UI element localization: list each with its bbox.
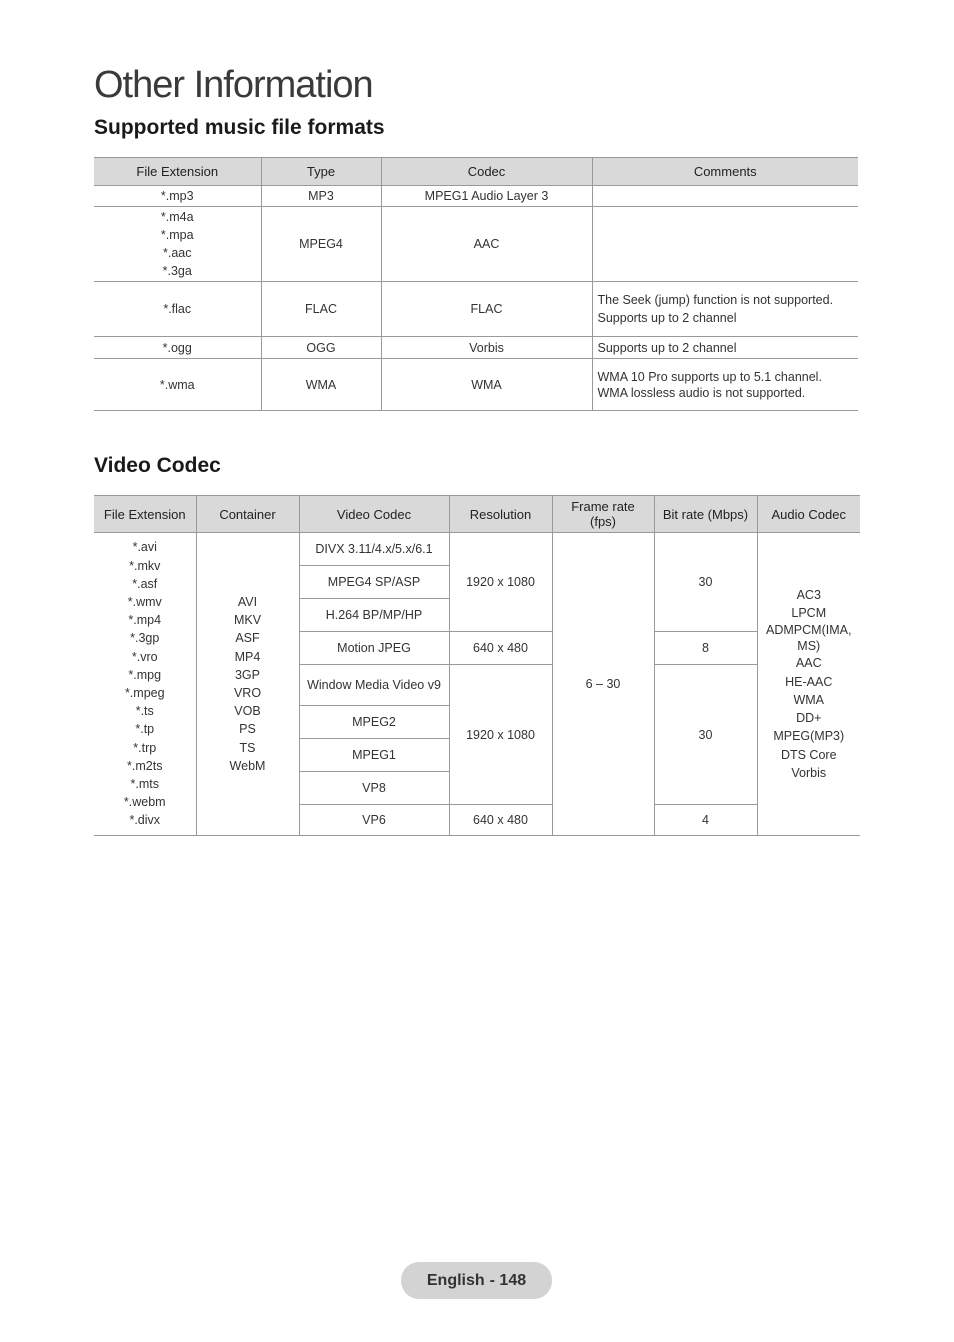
audio-codec-list	[757, 533, 860, 836]
music-formats-table	[94, 157, 858, 411]
cell-codec: MPEG1 Audio Layer 3	[381, 186, 592, 207]
header-resolution: Resolution	[449, 496, 552, 533]
video-codec-cell: VP8	[299, 772, 449, 805]
cell-comments	[592, 186, 858, 207]
header-container: Container	[196, 496, 299, 533]
audio-codec-item: WMA	[793, 692, 825, 707]
cell-type: WMA	[261, 359, 381, 411]
extension-item: *.wmv	[127, 594, 162, 609]
cell-comments: Supports up to 2 channel	[592, 337, 858, 359]
cell-extension: *.ogg	[94, 337, 261, 359]
bit-rate-cell: 30	[654, 533, 757, 632]
cell-type: MPEG4	[261, 207, 381, 282]
cell-codec: WMA	[381, 359, 592, 411]
table-row	[94, 337, 858, 359]
cell-extension	[94, 207, 261, 282]
header-codec: Codec	[381, 158, 592, 186]
video-codec-cell: MPEG4 SP/ASP	[299, 566, 449, 599]
extension-item: *.3gp	[130, 631, 160, 646]
extension-item: *.mpa	[160, 228, 194, 242]
resolution-cell: 1920 x 1080	[449, 665, 552, 805]
extension-item: *.mpeg	[124, 686, 165, 700]
cell-type: MP3	[261, 186, 381, 207]
cell-type: OGG	[261, 337, 381, 359]
cell-type: FLAC	[261, 282, 381, 337]
container-list	[196, 533, 299, 836]
comment-line: The Seek (jump) function is not supported.	[597, 293, 834, 307]
cell-codec: AAC	[381, 207, 592, 282]
extension-item: *.divx	[129, 813, 161, 828]
header-video-codec: Video Codec	[299, 496, 449, 533]
audio-codec-item: Vorbis	[791, 765, 827, 780]
extension-item: *.mkv	[129, 558, 161, 573]
cell-codec: Vorbis	[381, 337, 592, 359]
extension-item: *.trp	[133, 740, 157, 755]
table-row	[94, 359, 858, 411]
audio-codec-item: AC3	[796, 588, 821, 603]
container-item: WebM	[229, 758, 266, 773]
extension-item: *.aac	[163, 246, 192, 260]
extension-item: *.webm	[123, 795, 166, 810]
resolution-cell: 640 x 480	[449, 805, 552, 836]
bit-rate-cell: 4	[654, 805, 757, 836]
header-file-extension: File Extension	[94, 158, 261, 186]
bit-rate-cell: 30	[654, 665, 757, 805]
container-item: MP4	[234, 649, 261, 664]
header-type: Type	[261, 158, 381, 186]
audio-codec-item: DD+	[796, 711, 822, 726]
comment-line: WMA 10 Pro supports up to 5.1 channel.	[597, 369, 822, 384]
resolution-cell: 1920 x 1080	[449, 533, 552, 632]
video-codec-cell: Window Media Video v9	[299, 665, 449, 706]
extension-item: *.m4a	[160, 210, 194, 224]
cell-extension: *.mp3	[94, 186, 261, 207]
header-file-extension: File Extension	[94, 496, 196, 533]
extension-item: *.m2ts	[127, 758, 163, 773]
video-codec-cell: MPEG2	[299, 706, 449, 739]
cell-comments	[592, 207, 858, 282]
table-row	[94, 207, 858, 282]
container-item: ASF	[235, 631, 260, 646]
footer-language: English	[426, 1271, 485, 1289]
extension-item: *.tp	[135, 722, 155, 737]
page-number-badge	[401, 1262, 552, 1299]
table-header-row	[94, 496, 860, 533]
cell-comments	[592, 359, 858, 411]
video-codec-cell: H.264 BP/MP/HP	[299, 599, 449, 632]
header-frame-rate: Frame rate (fps)	[552, 496, 654, 533]
extension-item: *.asf	[132, 576, 158, 591]
table-row	[94, 533, 860, 566]
header-bit-rate: Bit rate (Mbps)	[654, 496, 757, 533]
extension-item: *.mts	[130, 777, 159, 792]
cell-extension: *.wma	[94, 359, 261, 411]
video-codec-table	[94, 495, 860, 836]
header-audio-codec: Audio Codec	[757, 496, 860, 533]
audio-codec-item: HE-AAC	[785, 674, 833, 689]
table-row	[94, 282, 858, 337]
video-codec-cell: DIVX 3.11/4.x/5.x/6.1	[299, 533, 449, 566]
audio-codec-item: AAC	[795, 656, 822, 671]
frame-rate-cell: 6 – 30	[552, 533, 654, 836]
container-item: 3GP	[234, 667, 260, 682]
extension-item: *.mp4	[128, 613, 162, 628]
container-item: VRO	[233, 686, 262, 700]
container-item: VOB	[234, 704, 261, 719]
container-item: AVI	[237, 594, 258, 609]
cell-comments	[592, 282, 858, 337]
cell-codec: FLAC	[381, 282, 592, 337]
music-section-title: Supported music file formats	[94, 116, 385, 139]
header-comments: Comments	[592, 158, 858, 186]
container-item: TS	[239, 740, 256, 755]
audio-codec-item: ADMPCM(IMA, MS)	[766, 623, 852, 654]
container-item: PS	[239, 722, 256, 737]
table-header-row	[94, 158, 858, 186]
resolution-cell: 640 x 480	[449, 632, 552, 665]
extension-item: *.vro	[131, 649, 158, 664]
audio-codec-item: LPCM	[791, 606, 827, 621]
extension-item: *.mpg	[128, 667, 162, 682]
video-codec-cell: Motion JPEG	[299, 632, 449, 665]
footer-page-number: - 148	[489, 1271, 527, 1289]
comment-line: Supports up to 2 channel	[597, 311, 737, 325]
comment-line: WMA lossless audio is not supported.	[597, 385, 806, 400]
table-row	[94, 186, 858, 207]
audio-codec-item: DTS Core	[780, 747, 837, 762]
video-codec-cell: MPEG1	[299, 739, 449, 772]
cell-extension: *.flac	[94, 282, 261, 337]
extension-item: *.3ga	[162, 264, 192, 278]
video-codec-cell: VP6	[299, 805, 449, 836]
audio-codec-item: MPEG(MP3)	[773, 729, 845, 744]
page-title: Other Information	[94, 64, 373, 106]
extension-item: *.avi	[132, 540, 157, 555]
container-item: MKV	[233, 613, 262, 628]
extension-item: *.ts	[135, 704, 154, 719]
bit-rate-cell: 8	[654, 632, 757, 665]
video-section-title: Video Codec	[94, 454, 221, 477]
file-extension-list	[94, 533, 196, 836]
